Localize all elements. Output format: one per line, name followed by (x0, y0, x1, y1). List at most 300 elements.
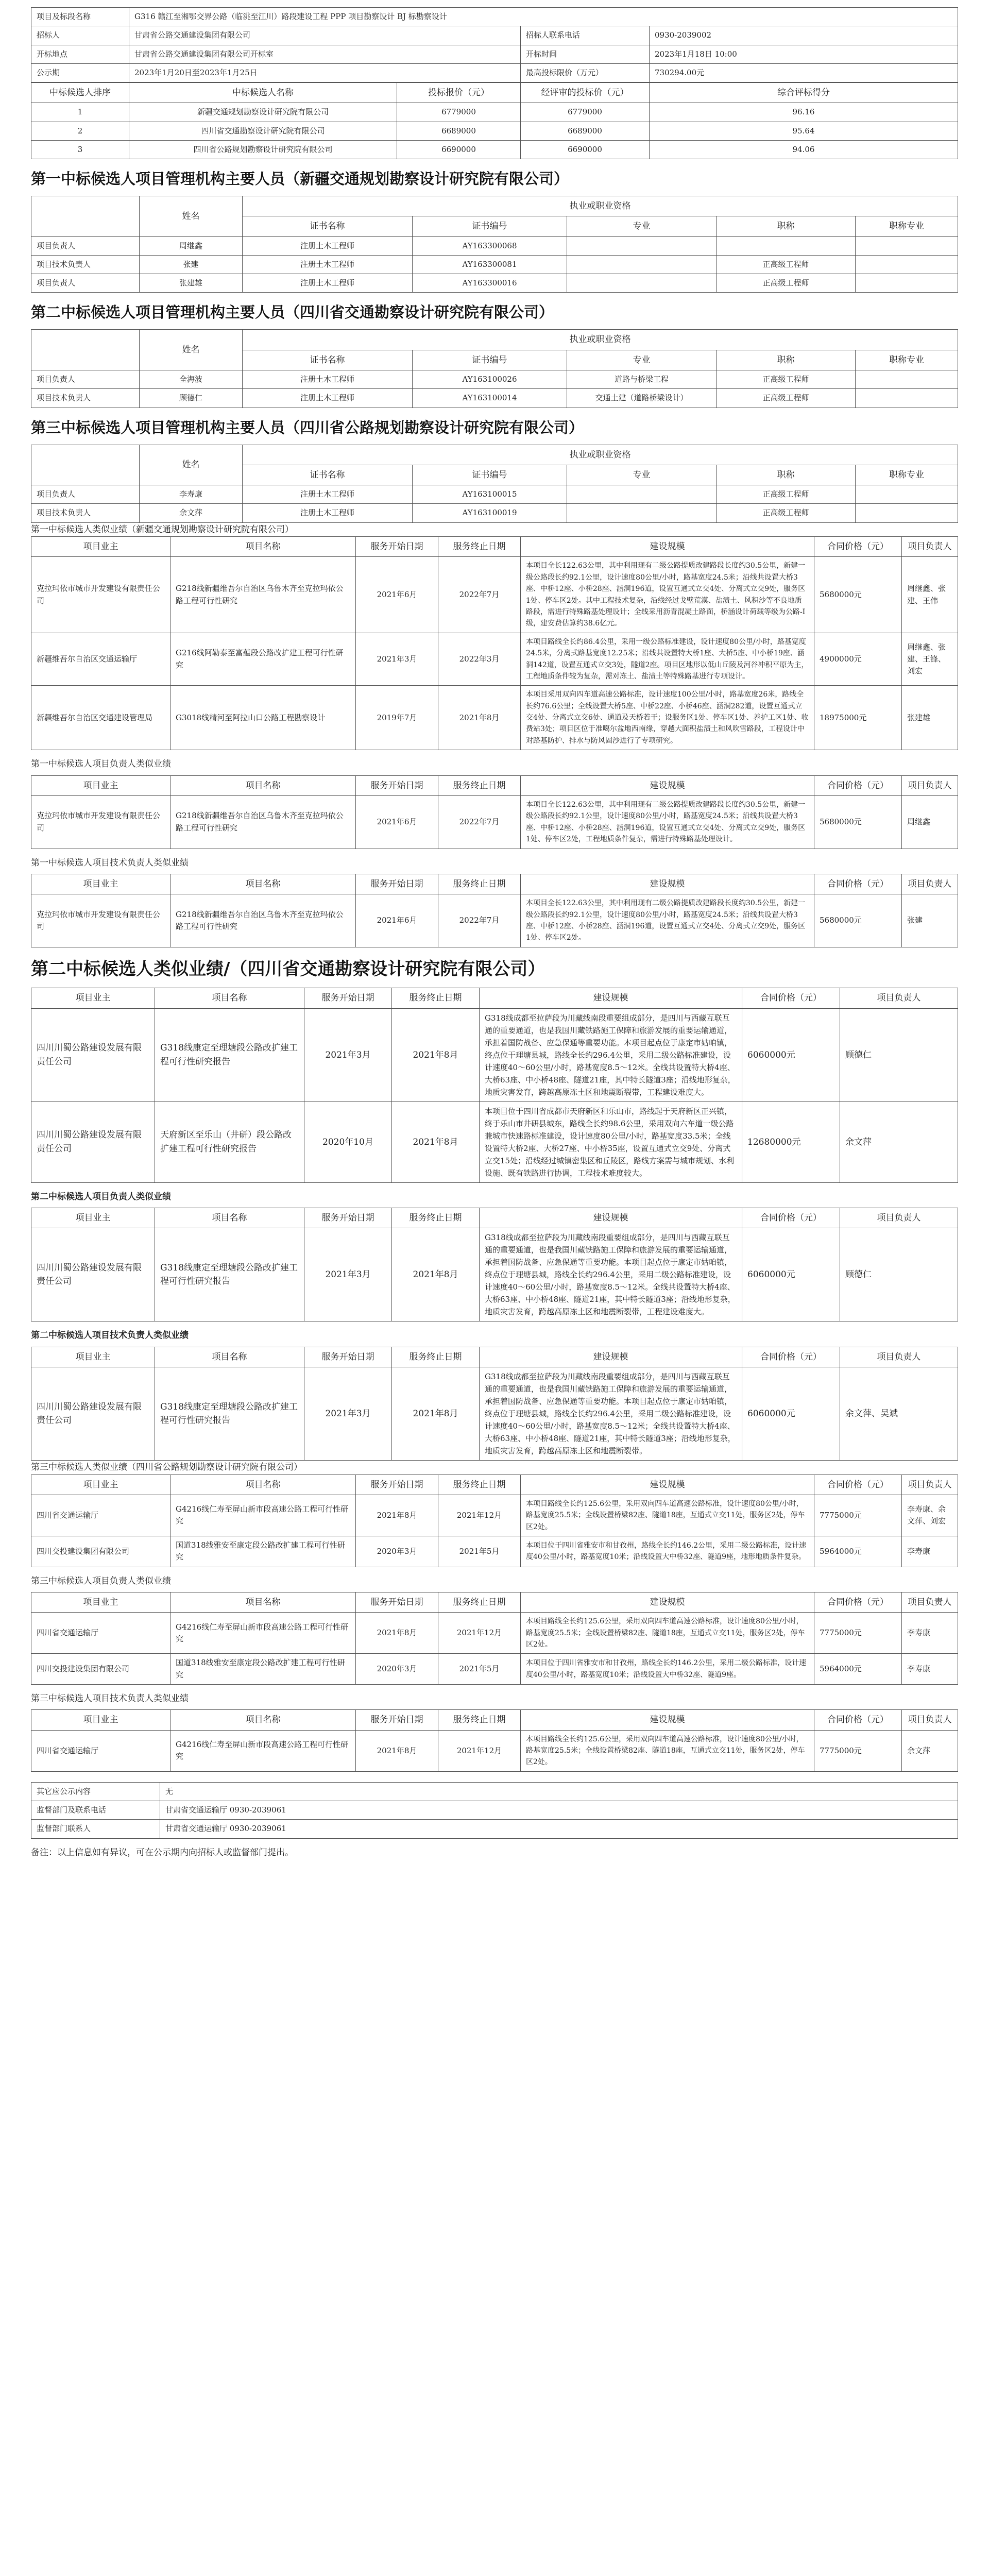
perf-head-cell: 服务开始日期 (356, 1592, 438, 1612)
pm-head-cell: 职称专业 (856, 465, 958, 485)
perf-row (31, 894, 958, 947)
perf-section-title: 第一中标候选人项目技术负责人类似业绩 (31, 857, 189, 868)
perf-row (31, 1367, 958, 1461)
pm-row (31, 389, 958, 408)
perf-cell: G318线成都至拉萨段为川藏线南段重要组成部分，是四川与西藏互联互通的重要通道，也是我国川藏铁路施工保障和旅游发展的重要运输通道，承担着国防战备、应急保通等重要功能。本项目起点位于康定市姑咱镇，终点位于理塘县城，路线全长约296.4公里，采用二级公路标准建设，设计速度40～60公里/小时，路基宽度8.5～12米。全线共设置特大桥4座、大桥63座、中小桥48座、隧道21座，其中特长隧道3座；沿线地形复杂，地质灾害发育，跨越高原冻土区和地震断裂带，工程建设难度大。 (480, 1008, 742, 1101)
perf-cell: 周继鑫、张建、王伟 (902, 557, 958, 633)
pm-head-cell: 证书编号 (413, 216, 567, 236)
pm-cell: 正高级工程师 (717, 485, 856, 504)
perf-head-cell: 建设规模 (521, 874, 814, 894)
perf-cell: 2021年5月 (438, 1654, 521, 1685)
performance-table (31, 988, 958, 1182)
perf-cell: 四川川蜀公路建设发展有限责任公司 (31, 1228, 155, 1321)
perf-cell: 四川交投建设集团有限公司 (31, 1536, 170, 1567)
perf-section-title: 第三中标候选人项目负责人类似业绩 (31, 1575, 171, 1586)
col-score: 综合评标得分 (650, 83, 958, 103)
pm-cell: 李寿康 (140, 485, 243, 504)
pm-row (31, 485, 958, 504)
perf-head-cell: 项目业主 (31, 1475, 170, 1495)
perf-cell: 顾德仁 (840, 1008, 958, 1101)
perf-cell: 2022年7月 (438, 557, 521, 633)
perf-cell: 7775000元 (814, 1730, 902, 1771)
candidate-row (31, 103, 958, 122)
header-label: 最高投标限价（万元） (521, 63, 650, 82)
pm-head-qual: 执业或职业资格 (243, 196, 958, 216)
perf-head-row (31, 1592, 958, 1612)
pm-head-qual: 执业或职业资格 (243, 445, 958, 465)
perf-cell: 5964000元 (814, 1654, 902, 1685)
candidate-cell: 3 (31, 140, 129, 159)
perf-row (31, 1495, 958, 1536)
perf-head-cell: 建设规模 (521, 1710, 814, 1730)
pm-head-cell: 证书编号 (413, 465, 567, 485)
perf-cell: 7775000元 (814, 1495, 902, 1536)
col-bid: 投标报价（元） (397, 83, 521, 103)
pm-head-row (31, 196, 958, 216)
footer-value: 甘肃省交通运输厅 0930-2039061 (160, 1820, 958, 1838)
perf-row (31, 633, 958, 686)
footer-body (31, 1782, 958, 1838)
perf-head-cell: 项目负责人 (902, 874, 958, 894)
perf-cell: 2021年8月 (356, 1730, 438, 1771)
perf-head-cell: 服务终止日期 (438, 1475, 521, 1495)
perf-row (31, 1654, 958, 1685)
pm-cell: 项目技术负责人 (31, 389, 140, 408)
candidate-cell: 96.16 (650, 103, 958, 122)
perf-head-cell: 合同价格（元） (814, 874, 902, 894)
pm-cell: 余文萍 (140, 504, 243, 522)
perf-cell: 2021年8月 (392, 1101, 480, 1182)
perf-cell: G218线新疆维吾尔自治区乌鲁木齐至克拉玛依公路工程可行性研究 (170, 795, 356, 849)
perf-cell: 2021年8月 (356, 1613, 438, 1654)
perf-head-cell: 项目名称 (170, 874, 356, 894)
perf-head-cell: 服务开始日期 (304, 1347, 392, 1367)
perf-cell: 5680000元 (814, 557, 902, 633)
perf-cell: 2021年8月 (392, 1008, 480, 1101)
perf-cell: 四川川蜀公路建设发展有限责任公司 (31, 1101, 155, 1182)
footer-row (31, 1820, 958, 1838)
perf-head-cell: 服务终止日期 (438, 1592, 521, 1612)
perf-cell: 6060000元 (742, 1367, 840, 1461)
pm-table (31, 196, 958, 293)
perf-head-cell: 项目业主 (31, 1592, 170, 1612)
perf-head-cell: 项目名称 (155, 1347, 304, 1367)
perf-cell: 余文萍、吴斌 (840, 1367, 958, 1461)
perf-cell: 克拉玛依市城市开发建设有限责任公司 (31, 795, 170, 849)
performance-table (31, 1592, 958, 1685)
pm-section-title: 第二中标候选人项目管理机构主要人员（四川省交通勘察设计研究院有限公司） (31, 303, 554, 321)
perf-cell: 2019年7月 (356, 686, 438, 750)
pm-head-cell: 职称 (717, 216, 856, 236)
candidates-head (31, 83, 958, 103)
pm-cell: AY163100015 (413, 485, 567, 504)
pm-table (31, 329, 958, 408)
candidate-cell: 6779000 (521, 103, 650, 122)
pm-head-cell: 证书编号 (413, 350, 567, 370)
pm-head-role (31, 196, 140, 237)
sections-container (31, 167, 958, 1772)
pm-cell: 张建雄 (140, 274, 243, 293)
perf-cell: 2021年12月 (438, 1613, 521, 1654)
perf-head-cell: 服务终止日期 (438, 537, 521, 557)
perf-section-title: 第二中标候选人类似业绩/（四川省交通勘察设计研究院有限公司） (31, 958, 545, 979)
pm-cell: 项目负责人 (31, 370, 140, 389)
pm-cell: 正高级工程师 (717, 389, 856, 408)
perf-head-row (31, 537, 958, 557)
perf-head-cell: 服务终止日期 (438, 775, 521, 795)
pm-section-title: 第一中标候选人项目管理机构主要人员（新疆交通规划勘察设计研究院有限公司） (31, 170, 569, 188)
candidate-cell: 四川省公路规划勘察设计研究院有限公司 (129, 140, 397, 159)
perf-head-cell: 项目业主 (31, 1208, 155, 1228)
perf-head-cell: 服务终止日期 (438, 1710, 521, 1730)
perf-head-cell: 项目负责人 (902, 1475, 958, 1495)
perf-cell: 5680000元 (814, 894, 902, 947)
col-eval: 经评审的投标价（元） (521, 83, 650, 103)
perf-cell: 2021年8月 (392, 1367, 480, 1461)
pm-cell: 正高级工程师 (717, 504, 856, 522)
pm-head-cell: 证书名称 (243, 465, 413, 485)
pm-head-cell: 专业 (567, 465, 717, 485)
pm-head-row (31, 445, 958, 465)
perf-head-cell: 项目负责人 (902, 537, 958, 557)
pm-cell: AY163300016 (413, 274, 567, 293)
pm-cell: 顾德仁 (140, 389, 243, 408)
pm-cell: 正高级工程师 (717, 370, 856, 389)
perf-cell: 余文萍 (902, 1730, 958, 1771)
perf-cell: 本项目位于四川省雅安市和甘孜州，路线全长约146.2公里，采用二级公路标准，设计速度40公里/小时，路基宽度10米；沿线设置大中桥32座、隧道9座。 (521, 1654, 814, 1685)
perf-cell: 周继鑫 (902, 795, 958, 849)
pm-head-cell: 职称 (717, 350, 856, 370)
header-row (31, 26, 958, 45)
footer-row (31, 1782, 958, 1801)
pm-cell: 注册土木工程师 (243, 255, 413, 274)
perf-head-cell: 建设规模 (480, 1208, 742, 1228)
perf-head-cell: 合同价格（元） (742, 1208, 840, 1228)
perf-cell: 2021年5月 (438, 1536, 521, 1567)
candidate-cell: 6779000 (397, 103, 521, 122)
footer-label: 监督部门联系人 (31, 1820, 160, 1838)
perf-cell: 2021年12月 (438, 1730, 521, 1771)
footer-value: 甘肃省交通运输厅 0930-2039061 (160, 1801, 958, 1820)
header-row (31, 63, 958, 82)
perf-head-cell: 建设规模 (521, 537, 814, 557)
perf-head-cell: 项目业主 (31, 1347, 155, 1367)
perf-cell: 2021年3月 (304, 1008, 392, 1101)
pm-cell: 张建 (140, 255, 243, 274)
perf-row (31, 795, 958, 849)
perf-cell: G4216线仁寿至屏山新市段高速公路工程可行性研究 (170, 1613, 356, 1654)
perf-head-cell: 项目名称 (155, 988, 304, 1008)
pm-cell: 项目技术负责人 (31, 504, 140, 522)
perf-head-cell: 服务终止日期 (438, 874, 521, 894)
perf-row (31, 1228, 958, 1321)
footer-row (31, 1801, 958, 1820)
perf-cell: G218线新疆维吾尔自治区乌鲁木齐至克拉玛依公路工程可行性研究 (170, 894, 356, 947)
pm-row (31, 370, 958, 389)
candidate-row (31, 140, 958, 159)
perf-cell: 4900000元 (814, 633, 902, 686)
perf-cell: G3018线精河至阿拉山口公路工程勘察设计 (170, 686, 356, 750)
perf-head-cell: 项目业主 (31, 874, 170, 894)
perf-cell: 本项目路线全长约125.6公里，采用双向四车道高速公路标准，设计速度80公里/小时，路基宽度25.5米；全线设置桥梁82座、隧道18座，互通式立交11处，服务区2处，停车区2处。 (521, 1495, 814, 1536)
perf-cell: 克拉玛依市城市开发建设有限责任公司 (31, 894, 170, 947)
perf-cell: 新疆维吾尔自治区交通建设管理局 (31, 686, 170, 750)
perf-section-title: 第三中标候选人项目技术负责人类似业绩 (31, 1693, 189, 1704)
pm-cell (856, 504, 958, 522)
perf-cell: 本项目路线全长约125.6公里，采用双向四车道高速公路标准，设计速度80公里/小时，路基宽度25.5米；全线设置桥梁82座、隧道18座，互通式立交11处，服务区2处，停车区2处。 (521, 1613, 814, 1654)
pm-head-cell: 证书名称 (243, 350, 413, 370)
perf-cell: 新疆维吾尔自治区交通运输厅 (31, 633, 170, 686)
perf-row (31, 686, 958, 750)
perf-head-row (31, 1710, 958, 1730)
perf-head-cell: 项目负责人 (840, 988, 958, 1008)
pm-head-cell: 证书名称 (243, 216, 413, 236)
perf-cell: 7775000元 (814, 1613, 902, 1654)
pm-cell (856, 485, 958, 504)
perf-cell: G216线阿勒泰至富蕴段公路改扩建工程可行性研究 (170, 633, 356, 686)
col-rank: 中标候选人排序 (31, 83, 129, 103)
perf-head-cell: 合同价格（元） (814, 775, 902, 795)
performance-table (31, 1208, 958, 1321)
pm-cell (567, 236, 717, 255)
footer-table (31, 1782, 958, 1839)
perf-cell: 2021年8月 (438, 686, 521, 750)
pm-cell (856, 370, 958, 389)
candidate-cell: 6689000 (397, 122, 521, 140)
perf-row (31, 1613, 958, 1654)
performance-table (31, 874, 958, 947)
perf-head-cell: 项目负责人 (902, 775, 958, 795)
pm-head-name: 姓名 (140, 196, 243, 237)
perf-head-cell: 项目名称 (170, 1475, 356, 1495)
header-label: 开标地点 (31, 45, 129, 63)
perf-head-cell: 项目名称 (170, 537, 356, 557)
perf-head-row (31, 1208, 958, 1228)
pm-head-role (31, 445, 140, 485)
perf-row (31, 1008, 958, 1101)
perf-cell: 2022年7月 (438, 894, 521, 947)
perf-cell: G318线成都至拉萨段为川藏线南段重要组成部分，是四川与西藏互联互通的重要通道，也是我国川藏铁路施工保障和旅游发展的重要运输通道，承担着国防战备、应急保通等重要功能。本项目起点位于康定市姑咱镇，终点位于理塘县城，路线全长约296.4公里，采用二级公路标准建设，设计速度40～60公里/小时，路基宽度8.5～12米；全线共设置特大桥4座、大桥63座、中小桥48座、隧道21座，其中特长隧道3座；沿线地形复杂，地质灾害发育，跨越高原冻土区和地震断裂带。 (480, 1367, 742, 1461)
perf-head-cell: 项目业主 (31, 775, 170, 795)
perf-head-cell: 服务开始日期 (356, 537, 438, 557)
perf-cell: 2021年12月 (438, 1495, 521, 1536)
perf-cell: G4216线仁寿至屏山新市段高速公路工程可行性研究 (170, 1495, 356, 1536)
perf-cell: 2022年7月 (438, 795, 521, 849)
header-value: 甘肃省公路交通建设集团有限公司 (129, 26, 521, 45)
performance-table (31, 1347, 958, 1461)
footer-label: 其它应公示内容 (31, 1782, 160, 1801)
pm-cell (567, 504, 717, 522)
perf-section-title: 第三中标候选人类似业绩（四川省公路规划勘察设计研究院有限公司） (31, 1462, 302, 1473)
performance-table (31, 536, 958, 750)
pm-head-cell: 职称专业 (856, 216, 958, 236)
pm-head-qual: 执业或职业资格 (243, 330, 958, 350)
perf-cell: 18975000元 (814, 686, 902, 750)
header-value: 甘肃省公路交通建设集团有限公司开标室 (129, 45, 521, 63)
perf-head-cell: 服务开始日期 (304, 988, 392, 1008)
perf-cell: 李寿康 (902, 1613, 958, 1654)
perf-cell: 天府新区至乐山（井研）段公路改扩建工程可行性研究报告 (155, 1101, 304, 1182)
perf-head-cell: 项目业主 (31, 1710, 170, 1730)
pm-cell: 注册土木工程师 (243, 274, 413, 293)
perf-cell: 2021年6月 (356, 894, 438, 947)
header-label: 开标时间 (521, 45, 650, 63)
perf-cell: 四川川蜀公路建设发展有限责任公司 (31, 1008, 155, 1101)
perf-cell: 本项目采用双向四车道高速公路标准，设计速度100公里/小时，路基宽度26米，路线全长约76.6公里；全线设置大桥5座、中桥22座、小桥46座、涵洞282道，设置互通式立交4处、分离式立交6处、通道及天桥若干；设服务区1处、停车区1处、养护工区1处、收费站3处；项目区位于准噶尔盆地西南缘，穿越大面积盐渍土和风吹雪路段，工程设计中对路基防护、排水与防风固沙进行了专项研究。 (521, 686, 814, 750)
perf-head-cell: 合同价格（元） (814, 1710, 902, 1730)
pm-cell: 全海波 (140, 370, 243, 389)
perf-head-cell: 服务终止日期 (392, 988, 480, 1008)
perf-cell: 李寿康 (902, 1536, 958, 1567)
perf-cell: 李寿康、余文萍、刘宏 (902, 1495, 958, 1536)
perf-row (31, 1101, 958, 1182)
perf-head-cell: 合同价格（元） (742, 988, 840, 1008)
candidate-cell: 6690000 (397, 140, 521, 159)
perf-cell: 2021年6月 (356, 557, 438, 633)
candidates-table (31, 82, 958, 159)
col-name: 中标候选人名称 (129, 83, 397, 103)
header-label: 公示期 (31, 63, 129, 82)
perf-cell: 本项目全长122.63公里，其中利用现有二级公路提质改建路段长度约30.5公里，新建一级公路段长约92.1公里，设计速度80公里/小时，路基宽度24.5米；沿线共设置大桥3座、中桥12座、小桥28座、涵洞196道，设置互通式立交4处、分离式立交9处，服务区1处、停车区2处。 (521, 894, 814, 947)
perf-head-cell: 建设规模 (521, 775, 814, 795)
perf-cell: 12680000元 (742, 1101, 840, 1182)
perf-cell: 国道318线雅安至康定段公路改扩建工程可行性研究 (170, 1536, 356, 1567)
perf-cell: 6060000元 (742, 1228, 840, 1321)
perf-cell: 5964000元 (814, 1536, 902, 1567)
header-value: 0930-2039002 (650, 26, 958, 45)
perf-head-cell: 服务终止日期 (392, 1208, 480, 1228)
candidate-cell: 94.06 (650, 140, 958, 159)
performance-table (31, 775, 958, 849)
header-label: 招标人 (31, 26, 129, 45)
perf-head-cell: 建设规模 (521, 1592, 814, 1612)
header-row (31, 45, 958, 63)
perf-row (31, 1536, 958, 1567)
pm-head-cell: 专业 (567, 350, 717, 370)
pm-cell (856, 255, 958, 274)
perf-row (31, 1730, 958, 1771)
perf-cell: G318线康定至理塘段公路改扩建工程可行性研究报告 (155, 1228, 304, 1321)
header-value: 2023年1月20日至2023年1月25日 (129, 63, 521, 82)
pm-cell: 正高级工程师 (717, 274, 856, 293)
perf-section-title: 第一中标候选人类似业绩（新疆交通规划勘察设计研究院有限公司） (31, 524, 294, 535)
header-value: 2023年1月18日 10:00 (650, 45, 958, 63)
perf-head-cell: 合同价格（元） (814, 1592, 902, 1612)
pm-head-name: 姓名 (140, 445, 243, 485)
pm-cell: AY163100014 (413, 389, 567, 408)
pm-cell: AY163300081 (413, 255, 567, 274)
candidates-body (31, 103, 958, 159)
perf-cell: 张建雄 (902, 686, 958, 750)
perf-cell: 本项目路线全长约125.6公里，采用双向四车道高速公路标准，设计速度80公里/小时，路基宽度25.5米；全线设置桥梁82座、隧道18座，互通式立交11处，服务区2处，停车区2处。 (521, 1730, 814, 1771)
perf-cell: 本项目全长122.63公里，其中利用现有二级公路提质改建路段长度约30.5公里，新建一级公路段长约92.1公里，设计速度80公里/小时，路基宽度24.5米；沿线共设置大桥3座、中桥12座、小桥28座、涵洞196道，设置互通式立交4处、分离式立交9处，服务区1处、停车区2处，工程地质条件复杂，需进行特殊路基处理设计。 (521, 795, 814, 849)
pm-cell: AY163300068 (413, 236, 567, 255)
perf-cell: G318线康定至理塘段公路改扩建工程可行性研究报告 (155, 1367, 304, 1461)
footer-label: 监督部门及联系电话 (31, 1801, 160, 1820)
perf-cell: 2021年6月 (356, 795, 438, 849)
pm-head-cell: 职称 (717, 465, 856, 485)
perf-head-cell: 项目负责人 (902, 1592, 958, 1612)
pm-cell: 注册土木工程师 (243, 389, 413, 408)
header-value: 730294.00元 (650, 63, 958, 82)
pm-row (31, 236, 958, 255)
pm-cell: 注册土木工程师 (243, 485, 413, 504)
perf-head-cell: 项目负责人 (902, 1710, 958, 1730)
perf-cell: 2021年8月 (392, 1228, 480, 1321)
pm-cell (567, 274, 717, 293)
header-body (31, 8, 958, 82)
perf-cell: 2020年10月 (304, 1101, 392, 1182)
pm-table (31, 445, 958, 523)
perf-head-row (31, 1347, 958, 1367)
perf-cell: 克拉玛依市城市开发建设有限责任公司 (31, 557, 170, 633)
perf-cell: 2021年3月 (304, 1367, 392, 1461)
perf-section-title: 第二中标候选人项目负责人类似业绩 (31, 1191, 171, 1202)
perf-cell: 6060000元 (742, 1008, 840, 1101)
footer-value: 无 (160, 1782, 958, 1801)
perf-cell: G218线新疆维吾尔自治区乌鲁木齐至克拉玛依公路工程可行性研究 (170, 557, 356, 633)
perf-head-cell: 项目负责人 (840, 1347, 958, 1367)
perf-cell: 本项目全长122.63公里，其中利用现有二级公路提质改建路段长度约30.5公里，新建一级公路段长约92.1公里，设计速度80公里/小时，路基宽度24.5米；沿线共设置大桥3座、中桥12座、小桥28座、涵洞196道，设置互通式立交4处、分离式立交9处，服务区1处、停车区2处。其中工程技术复杂，沿线经过戈壁荒漠、盐渍土、风积沙等不良地质路段，需进行特殊路基处理设计；全线采用沥青混凝土路面，桥涵设计荷载等级为公路-Ⅰ级，建安费估算约38.6亿元。 (521, 557, 814, 633)
pm-row (31, 274, 958, 293)
pm-section-title: 第三中标候选人项目管理机构主要人员（四川省公路规划勘察设计研究院有限公司） (31, 418, 584, 436)
pm-cell: 项目负责人 (31, 485, 140, 504)
perf-head-row (31, 1475, 958, 1495)
perf-cell: 2020年3月 (356, 1536, 438, 1567)
perf-cell: 余文萍 (840, 1101, 958, 1182)
pm-cell: 道路与桥梁工程 (567, 370, 717, 389)
pm-cell (856, 389, 958, 408)
perf-cell: 本项目位于四川省雅安市和甘孜州，路线全长约146.2公里，采用二级公路标准，设计速度40公里/小时，路基宽度10米；沿线设置大中桥32座、隧道9座，地形地质条件复杂。 (521, 1536, 814, 1567)
header-label: 招标人联系电话 (521, 26, 650, 45)
perf-head-cell: 合同价格（元） (814, 537, 902, 557)
perf-row (31, 557, 958, 633)
perf-section-title: 第一中标候选人项目负责人类似业绩 (31, 759, 171, 770)
perf-cell: 四川交投建设集团有限公司 (31, 1654, 170, 1685)
perf-cell: 2021年8月 (356, 1495, 438, 1536)
perf-cell: 四川省交通运输厅 (31, 1730, 170, 1771)
performance-table (31, 1475, 958, 1567)
pm-row (31, 255, 958, 274)
perf-cell: G318线成都至拉萨段为川藏线南段重要组成部分，是四川与西藏互联互通的重要通道，也是我国川藏铁路施工保障和旅游发展的重要运输通道，承担着国防战备、应急保通等重要功能。本项目起点位于康定市姑咱镇，终点位于理塘县城，路线全长约296.4公里，采用二级公路标准建设，设计速度40～60公里/小时，路基宽度8.5～12米。全线共设置特大桥4座、大桥63座、中小桥48座、隧道21座，其中特长隧道3座；沿线地形复杂，地质灾害发育，跨越高原冻土区和地震断裂带，工程建设难度大。 (480, 1228, 742, 1321)
pm-cell (856, 274, 958, 293)
perf-cell: 周继鑫、张建、王锋、刘宏 (902, 633, 958, 686)
footer-note: 备注：以上信息如有异议，可在公示期内向招标人或监督部门提出。 (31, 1847, 294, 1858)
pm-cell: 正高级工程师 (717, 255, 856, 274)
header-row (31, 8, 958, 26)
perf-head-row (31, 775, 958, 795)
pm-cell: 周继鑫 (140, 236, 243, 255)
perf-cell: 本项目位于四川省成都市天府新区和乐山市，路线起于天府新区正兴镇，终于乐山市井研县城东，路线全长约98.6公里，采用双向六车道一级公路兼城市快速路标准建设，设计速度80公里/小时，路基宽度33.5米；全线设置特大桥2座、大桥27座、中小桥35座，设置互通式立交9处、分离式立交15处；沿线经过城镇密集区和丘陵区，路线方案需与城市规划、水利设施、既有铁路进行协调，工程技术难度较大。 (480, 1101, 742, 1182)
pm-cell (717, 236, 856, 255)
pm-head-row (31, 330, 958, 350)
perf-head-cell: 服务开始日期 (356, 874, 438, 894)
pm-cell: 项目技术负责人 (31, 255, 140, 274)
pm-cell: 注册土木工程师 (243, 504, 413, 522)
pm-cell (567, 255, 717, 274)
perf-head-cell: 项目名称 (155, 1208, 304, 1228)
perf-head-cell: 服务开始日期 (356, 1475, 438, 1495)
perf-cell: G4216线仁寿至屏山新市段高速公路工程可行性研究 (170, 1730, 356, 1771)
perf-cell: 国道318线雅安至康定段公路改扩建工程可行性研究 (170, 1654, 356, 1685)
header-value: G316 赣江至湘鄂交界公路（临洮至江川）路段建设工程 PPP 项目勘察设计 BJ 标勘察设计 (129, 8, 958, 26)
perf-head-cell: 合同价格（元） (742, 1347, 840, 1367)
perf-head-cell: 合同价格（元） (814, 1475, 902, 1495)
perf-head-cell: 项目业主 (31, 537, 170, 557)
perf-head-cell: 服务开始日期 (304, 1208, 392, 1228)
pm-head-cell: 专业 (567, 216, 717, 236)
performance-table (31, 1709, 958, 1772)
